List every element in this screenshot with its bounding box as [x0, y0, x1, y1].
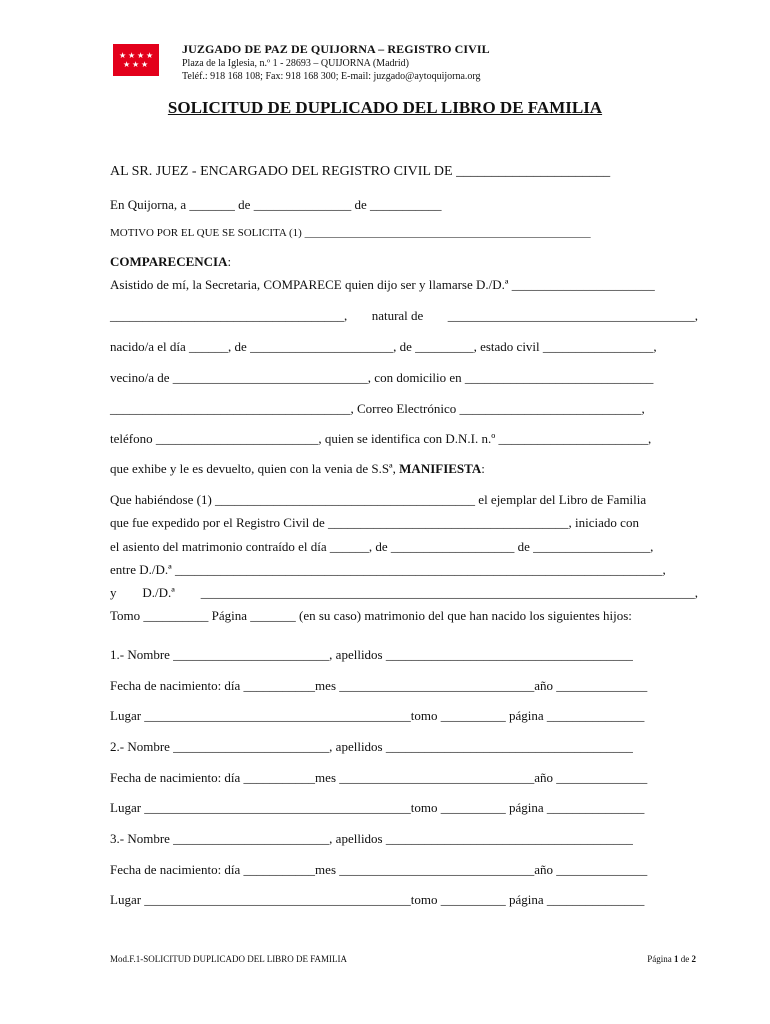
court-address: Plaza de la Iglesia, n.º 1 - 28693 – QUIJORNA (Madrid): [182, 58, 409, 69]
child-1-place-line: Lugar _________________________________________tomo __________ página _______________: [110, 708, 645, 723]
asiento-line: el asiento del matrimonio contraído el día ______, de ___________________ de __________________,: [110, 539, 654, 554]
y-label: y: [110, 585, 117, 600]
exhibe-text: que exhibe y le es devuelto, quien con la venia de S.Sª,: [110, 461, 400, 476]
manifiesta-colon: :: [481, 461, 485, 476]
birth-date-line: nacido/a el día ______, de ______________________, de _________, estado civil _________________,: [110, 339, 657, 354]
comparecencia-label: COMPARECENCIA: [110, 254, 228, 269]
declarant-name-line: Asistido de mí, la Secretaria, COMPARECE quien dijo ser y llamarse D./D.ª ______________________: [110, 277, 655, 292]
email-line: _____________________________________, Correo Electrónico ____________________________,: [110, 401, 645, 416]
star-icon: ★: [119, 51, 127, 60]
date-line: En Quijorna, a _______ de _______________ de ___________: [110, 197, 442, 212]
document-title: SOLICITUD DE DUPLICADO DEL LIBRO DE FAMILIA: [167, 98, 603, 117]
d-label: D./D.ª: [142, 585, 175, 600]
manifiesta-line: [110, 461, 698, 477]
child-1-birth-line: Fecha de nacimiento: día ___________mes ______________________________año ______________: [110, 678, 648, 693]
child-1-name-line: 1.- Nombre ________________________, apellidos ______________________________________: [110, 647, 633, 662]
natural-label: natural de: [371, 308, 424, 323]
madrid-logo-icon: [113, 44, 159, 76]
page-prefix: Página: [647, 954, 674, 964]
star-icon: ★: [123, 60, 131, 69]
comparecencia-heading: [110, 254, 698, 270]
page-middle: de: [678, 954, 692, 964]
page-number: [647, 954, 696, 964]
birthplace-line: [110, 308, 698, 324]
residence-line: vecino/a de ______________________________, con domicilio en _____________________________: [110, 370, 654, 385]
star-icon: ★: [132, 60, 140, 69]
spouse-one-line: entre D./D.ª ___________________________________________________________________________,: [110, 562, 666, 577]
blank-field: ____________________________________________________________________________,: [200, 585, 698, 600]
page-current: 1: [674, 954, 679, 964]
manifiesta-label: MANIFIESTA: [399, 461, 482, 476]
court-contact: Teléf.: 918 168 108; Fax: 918 168 300; E-mail: juzgado@aytoquijorna.org: [182, 71, 481, 82]
blank-field: ______________________________________,: [447, 308, 698, 323]
tomo-line: Tomo __________ Página _______ (en su caso) matrimonio del que han nacido los siguientes hijos:: [110, 608, 632, 623]
court-title: JUZGADO DE PAZ DE QUIJORNA – REGISTRO CIVIL: [182, 42, 490, 56]
star-icon: ★: [137, 51, 145, 60]
expedido-line: que fue expedido por el Registro Civil de _____________________________________, iniciado con: [110, 515, 639, 530]
star-icon: ★: [141, 60, 149, 69]
comparecencia-colon: :: [227, 254, 232, 269]
blank-field: ____________________________________,: [110, 308, 348, 323]
spouse-two-line: [110, 585, 698, 601]
reason-line: MOTIVO POR EL QUE SE SOLICITA (1) ____________________________________________________: [110, 227, 591, 239]
phone-dni-line: teléfono _________________________, quien se identifica con D.N.I. n.º _______________________,: [110, 431, 652, 446]
child-3-name-line: 3.- Nombre ________________________, apellidos ______________________________________: [110, 831, 633, 846]
page-total: 2: [691, 954, 696, 964]
que-habiendose-line: Que habiéndose (1) ________________________________________ el ejemplar del Libro de Familia: [110, 492, 647, 507]
child-2-place-line: Lugar _________________________________________tomo __________ página _______________: [110, 800, 645, 815]
star-icon: ★: [146, 51, 154, 60]
addressee-line: AL SR. JUEZ - ENCARGADO DEL REGISTRO CIVIL DE ______________________: [110, 164, 611, 179]
child-3-birth-line: Fecha de nacimiento: día ___________mes ______________________________año ______________: [110, 862, 648, 877]
star-icon: ★: [128, 51, 136, 60]
child-3-place-line: Lugar _________________________________________tomo __________ página _______________: [110, 892, 645, 907]
child-2-name-line: 2.- Nombre ________________________, apellidos ______________________________________: [110, 739, 633, 754]
child-2-birth-line: Fecha de nacimiento: día ___________mes ______________________________año ______________: [110, 770, 648, 785]
form-code: Mod.F.1-SOLICITUD DUPLICADO DEL LIBRO DE FAMILIA: [110, 954, 348, 964]
